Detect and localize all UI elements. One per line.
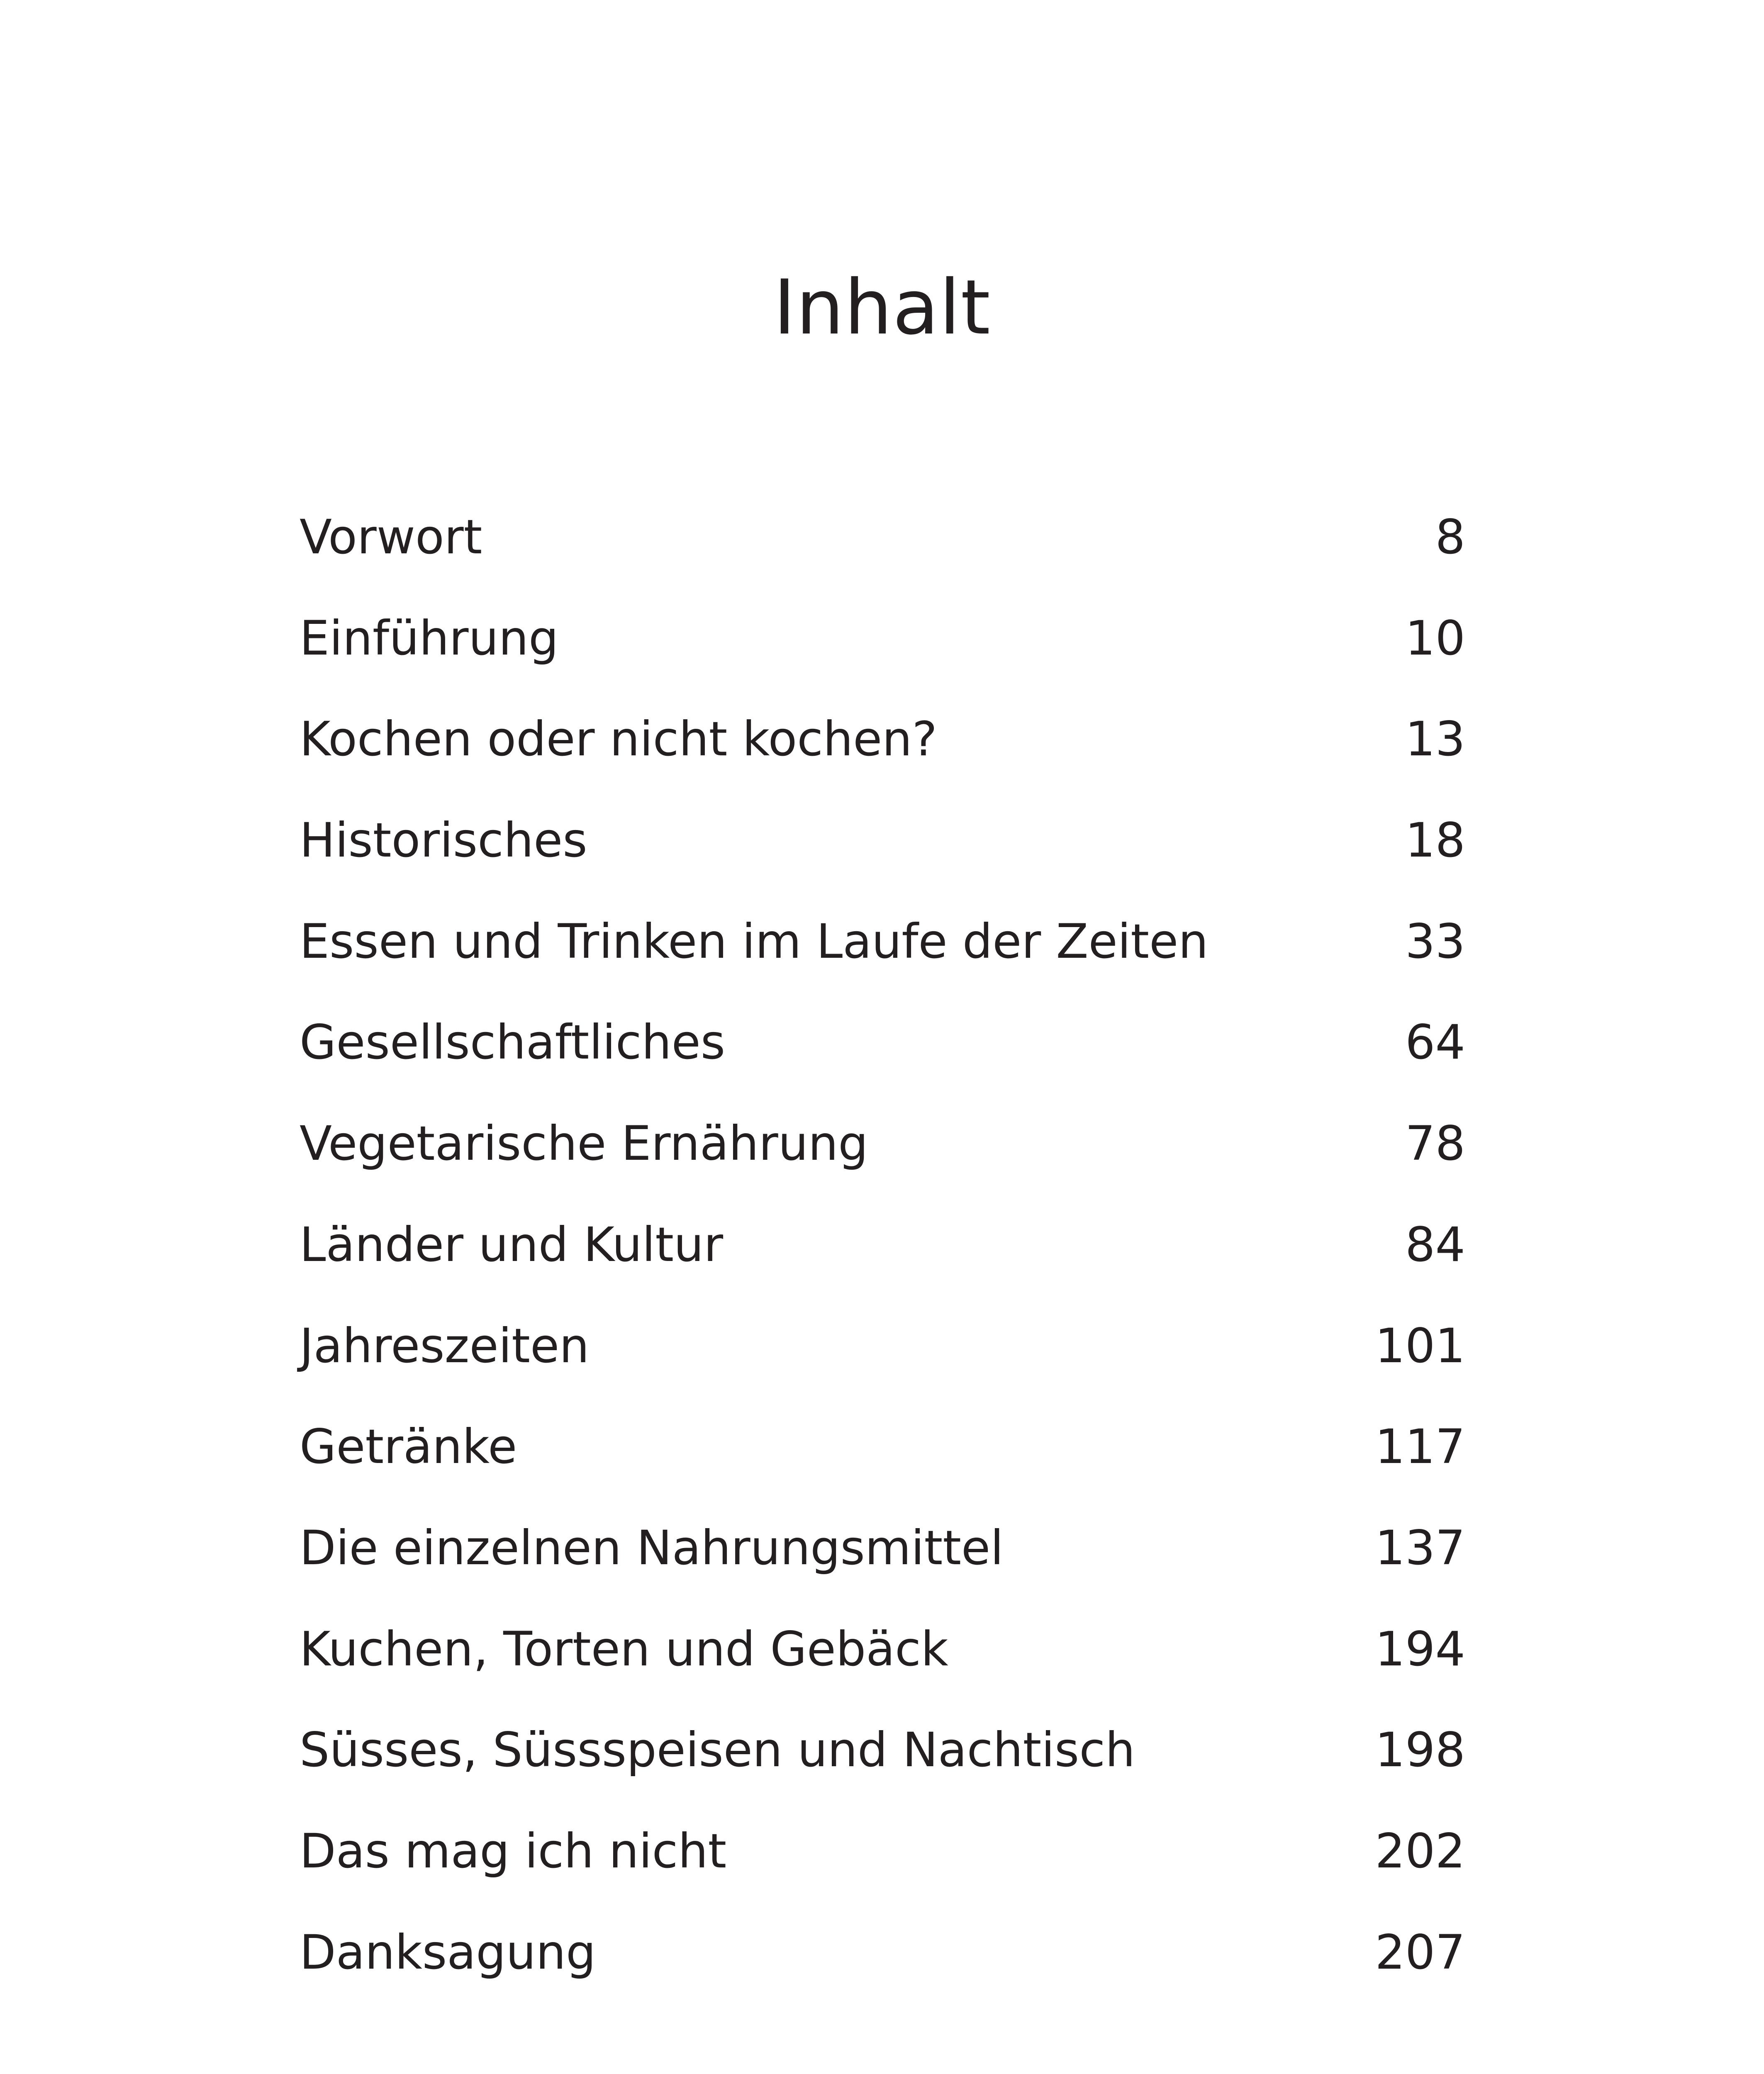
toc-entry-title: Einführung xyxy=(300,610,559,666)
toc-entry xyxy=(300,1713,1465,1814)
toc-entry-title: Jahreszeiten xyxy=(300,1318,590,1373)
toc-entry-title: Süsses, Süssspeisen und Nachtisch xyxy=(300,1722,1135,1778)
toc-entry-page-number: 18 xyxy=(1405,813,1465,868)
toc-entry-page-number: 78 xyxy=(1405,1116,1465,1171)
toc-entry xyxy=(300,500,1465,601)
toc-entry-page-number: 64 xyxy=(1405,1015,1465,1070)
toc-entry xyxy=(300,1106,1465,1207)
toc-entry-title: Getränke xyxy=(300,1419,517,1475)
toc-entry-title: Vorwort xyxy=(300,509,482,565)
toc-entry xyxy=(300,601,1465,702)
toc-entry xyxy=(300,1309,1465,1410)
toc-entry-title: Länder und Kultur xyxy=(300,1217,724,1272)
toc-entry xyxy=(300,1409,1465,1511)
toc-entry-title: Vegetarische Ernährung xyxy=(300,1116,868,1171)
toc-entry xyxy=(300,904,1465,1005)
toc-entry-page-number: 137 xyxy=(1375,1520,1465,1575)
toc-entry-page-number: 33 xyxy=(1405,913,1465,969)
toc-entry-page-number: 194 xyxy=(1375,1621,1465,1677)
toc-entry-title: Danksagung xyxy=(300,1924,596,1980)
toc-entry-page-number: 8 xyxy=(1435,509,1465,565)
toc-entry-page-number: 198 xyxy=(1375,1722,1465,1778)
toc-entry xyxy=(300,1511,1465,1612)
toc-entry-page-number: 84 xyxy=(1405,1217,1465,1272)
toc-entry-title: Kuchen, Torten und Gebäck xyxy=(300,1621,948,1677)
toc-entry xyxy=(300,803,1465,904)
toc-entry-title: Kochen oder nicht kochen? xyxy=(300,711,938,767)
toc-entry xyxy=(300,1814,1465,1915)
toc-entry-page-number: 117 xyxy=(1375,1419,1465,1475)
table-of-contents xyxy=(300,500,1465,2016)
toc-entry xyxy=(300,1612,1465,1713)
toc-entry xyxy=(300,1005,1465,1106)
toc-entry-title: Historisches xyxy=(300,813,587,868)
toc-entry xyxy=(300,1915,1465,2016)
toc-entry-title: Gesellschaftliches xyxy=(300,1015,726,1070)
toc-entry xyxy=(300,1207,1465,1309)
toc-entry-title: Die einzelnen Nahrungsmittel xyxy=(300,1520,1004,1575)
toc-entry-title: Essen und Trinken im Laufe der Zeiten xyxy=(300,913,1208,969)
toc-entry-page-number: 202 xyxy=(1375,1823,1465,1879)
page-title: Inhalt xyxy=(773,263,991,351)
toc-entry-page-number: 101 xyxy=(1375,1318,1465,1373)
toc-entry-page-number: 10 xyxy=(1405,610,1465,666)
toc-entry xyxy=(300,702,1465,803)
toc-entry-page-number: 207 xyxy=(1375,1924,1465,1980)
toc-entry-title: Das mag ich nicht xyxy=(300,1823,727,1879)
toc-entry-page-number: 13 xyxy=(1405,711,1465,767)
